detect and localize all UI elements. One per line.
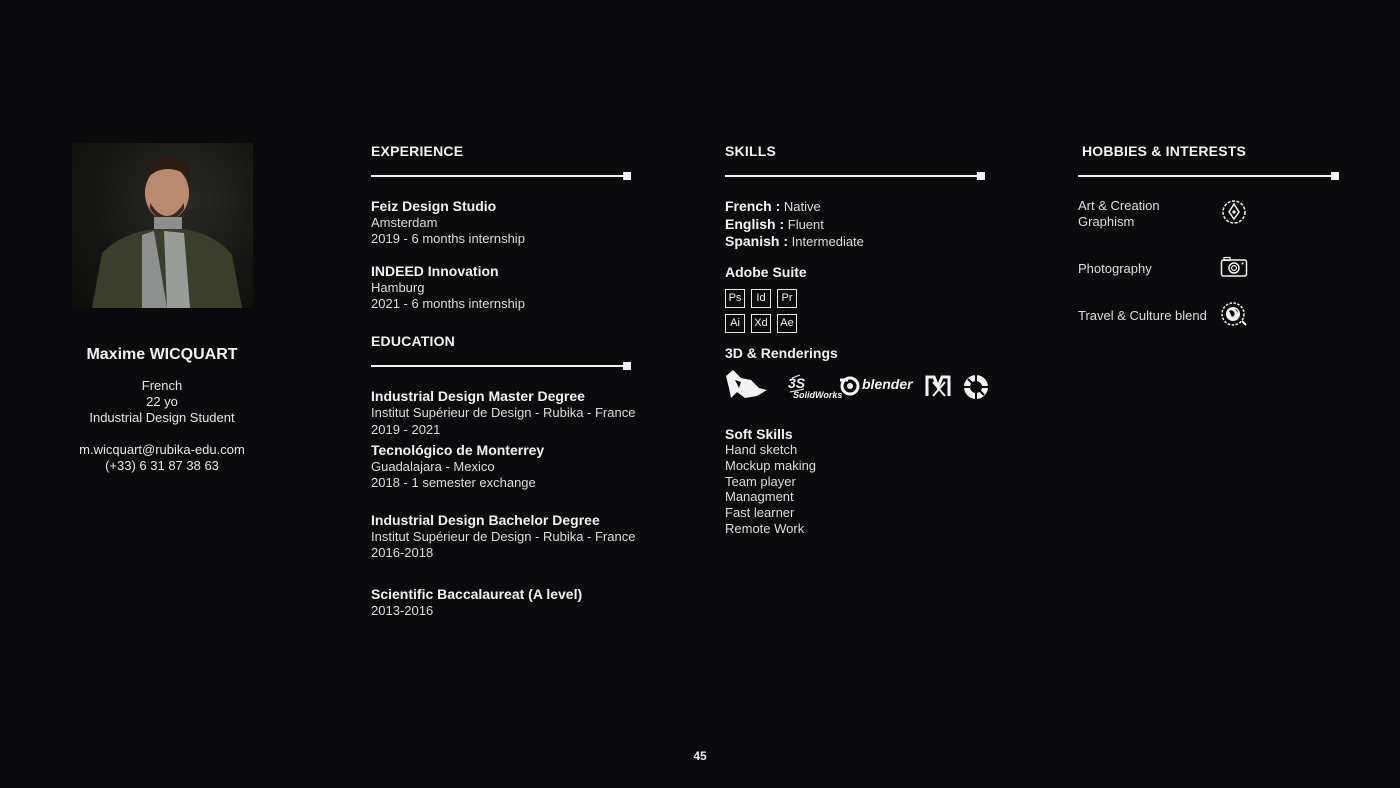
photoshop-icon: Ps	[725, 289, 745, 308]
education-period: 2013-2016	[371, 603, 434, 618]
education-rule	[371, 365, 627, 367]
language-item: Spanish : Intermediate	[725, 233, 864, 249]
experience-period: 2019 - 6 months internship	[371, 231, 525, 246]
education-degree: Scientific Baccalaureat (A level)	[371, 586, 583, 602]
language-item: English : Fluent	[725, 215, 824, 232]
hobby-item	[1078, 261, 1152, 277]
list-item: Hand sketch	[725, 442, 798, 457]
education-school: Institut Supérieur de Design - Rubika - France	[371, 405, 636, 420]
hobbies-title: HOBBIES & INTERESTS	[1082, 143, 1247, 159]
education-period: 2018 - 1 semester exchange	[371, 475, 536, 490]
page-number: 45	[693, 749, 707, 763]
globe-icon	[1220, 301, 1248, 332]
solidworks-icon	[786, 372, 843, 402]
education-school: Institut Supérieur de Design - Rubika - France	[371, 529, 636, 544]
xd-icon: Xd	[751, 314, 771, 333]
solidworks-text: SolidWorks	[793, 390, 843, 400]
hobby-label: Art & Creation	[1078, 198, 1160, 213]
experience-item	[371, 263, 525, 312]
profile-email[interactable]: m.wicquart@rubika-edu.com	[79, 442, 245, 457]
language-item: French : Native	[725, 198, 821, 214]
profile-age: 22 yo	[146, 394, 178, 409]
list-item: Team player	[725, 473, 796, 489]
education-item	[371, 442, 544, 491]
languages-list	[725, 198, 864, 251]
list-item: Remote Work	[725, 520, 805, 536]
illustrator-icon: Ai	[725, 314, 745, 333]
hobby-item	[1078, 308, 1207, 324]
maxwell-icon	[925, 374, 951, 398]
renderings-title: 3D & Renderings	[725, 345, 838, 361]
profile-phone: (+33) 6 31 87 38 63	[105, 458, 219, 473]
list-item: Fast learner	[725, 505, 795, 521]
list-item: Mockup making	[725, 457, 817, 473]
hobby-item	[1078, 198, 1160, 230]
profile-photo	[72, 143, 253, 308]
education-item	[371, 388, 635, 438]
education-school: Guadalajara - Mexico	[371, 459, 495, 474]
education-title: EDUCATION	[371, 333, 455, 349]
adobe-suite-title: Adobe Suite	[725, 264, 807, 280]
education-item	[371, 586, 582, 619]
hobby-label: Photography	[1078, 261, 1152, 276]
experience-title: EXPERIENCE	[371, 143, 464, 159]
hobbies-rule	[1078, 175, 1335, 177]
experience-place: Hamburg	[371, 280, 425, 295]
experience-period: 2021 - 6 months internship	[371, 296, 525, 311]
keyshot-icon	[962, 373, 990, 401]
blender-text: blender	[862, 376, 913, 392]
experience-org: Feiz Design Studio	[371, 198, 497, 214]
profile-block	[62, 346, 262, 474]
camera-icon	[1220, 256, 1248, 283]
indesign-icon: Id	[751, 289, 771, 308]
education-period: 2019 - 2021	[371, 422, 441, 437]
list-item: Managment	[725, 489, 794, 505]
education-period: 2016-2018	[371, 545, 434, 560]
soft-skills-title: Soft Skills	[725, 426, 793, 442]
soft-skills-list	[725, 442, 816, 537]
profile-nationality: French	[141, 378, 183, 393]
education-degree: Industrial Design Bachelor Degree	[371, 512, 600, 528]
education-degree: Industrial Design Master Degree	[371, 388, 585, 404]
experience-org: INDEED Innovation	[371, 263, 499, 279]
experience-item	[371, 198, 525, 247]
profile-role: Industrial Design Student	[89, 410, 235, 425]
education-degree: Tecnológico de Monterrey	[371, 442, 545, 458]
hobby-label: Graphism	[1078, 214, 1135, 229]
after-effects-icon: Ae	[777, 314, 797, 333]
rhino-icon	[723, 368, 769, 400]
blender-icon	[838, 374, 916, 396]
pen-nib-icon	[1221, 199, 1247, 230]
skills-title: SKILLS	[725, 143, 776, 159]
experience-rule	[371, 175, 627, 177]
premiere-icon: Pr	[777, 289, 797, 308]
svg-text:3S: 3S	[788, 375, 806, 391]
education-item	[371, 512, 635, 561]
hobby-label: Travel & Culture blend	[1078, 308, 1207, 323]
experience-place: Amsterdam	[371, 215, 438, 230]
skills-rule	[725, 175, 981, 177]
profile-name: Maxime WICQUART	[86, 346, 238, 363]
